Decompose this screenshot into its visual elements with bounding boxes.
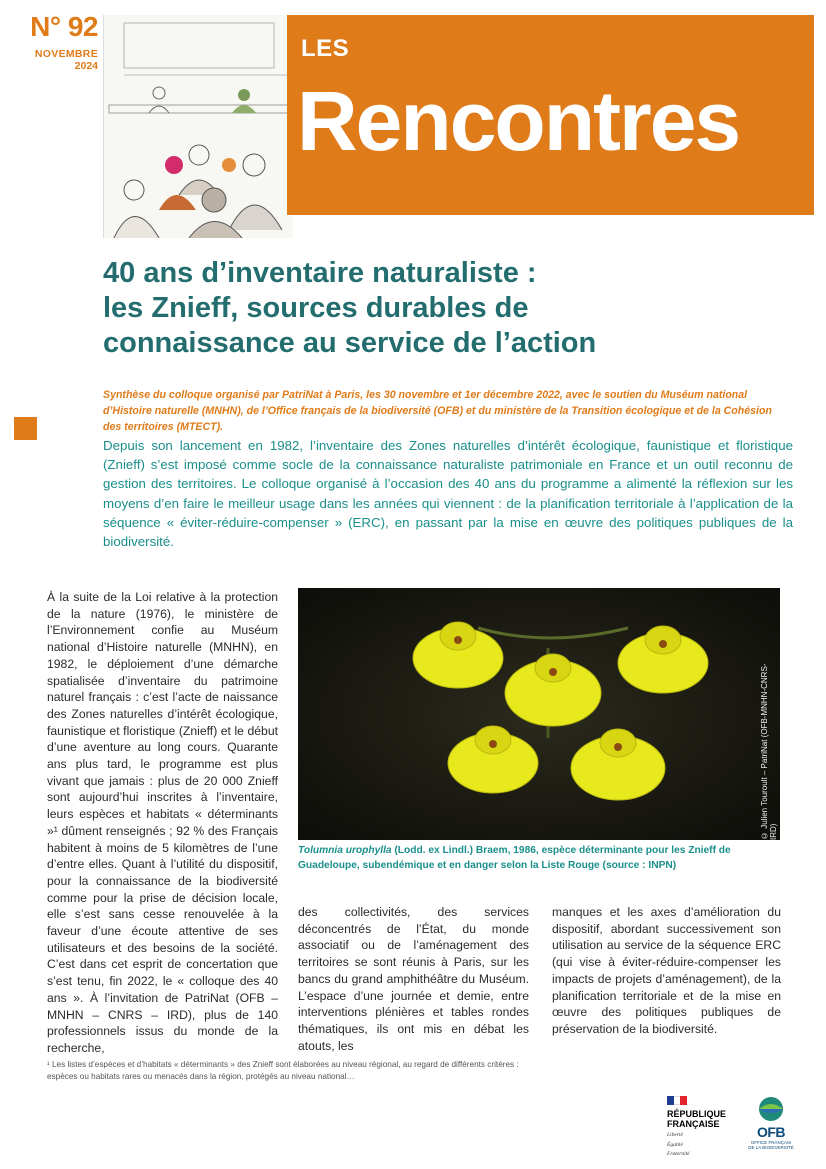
body-column-1: À la suite de la Loi relative à la protection de la nature (1976), le ministère de l’Environnement confie au Muséum national d’Histoire naturelle (MNHN), en 1982, le déploiement d’une démarche spatialisée d’inventaire du patrimoine naturel français : c’est l’acte de naissance des Zones naturelles d’intérêt écologique, faunistique et floristique (Znieff) et le début d’une aventure au long cours. Quarante ans plus tard, le programme est plus vivant que jamais : plus de 20 000 Znieff sont aujourd’hui inscrites à l’inventaire, leurs espèces et habitats « déterminants »¹ dûment renseignés ; 92 % des Français habitent à moins de 5 kilomètres de l’une d’entre elles. Quant à l’utilité du dispositif, pour la connaissance de la biodiversité comme pour la prise de décision locale, elle s’est sans cesse renouvelée à la faveur d’une écoute attentive de ses utilisateurs et des besoins de la société. C’est dans cet esprit de concertation que s’est tenu, fin 2022, le « colloque des 40 ans ». À l’invitation de PatriNat (OFB – MNHN – CNRS – IRD), plus de 140 professionnels issus du monde de la recherche, — [47, 590, 278, 1055]
body-column-3: manques et les axes d’amélioration du dispositif, abordant successivement son utilisation au service de la séquence ERC (qui vise à éviter-réduire-compenser les impacts de projets d’aménagement), de la planification territoriale et de la mise en œuvre des politiques publiques de préservation de la biodiversité. — [552, 905, 781, 1036]
body-column-2: des collectivités, des services déconcentrés de l’État, du monde associatif ou de l’aménagement des territoires se sont réunis à Paris, sur les bancs du grand amphithéâtre du Muséum. L’espace d’une journée et demie, entre interventions plénières et tables rondes thématiques, ils ont mis en débat les atouts, les — [298, 905, 529, 1053]
republique-francaise-logo — [667, 1096, 745, 1158]
issue-year: 2024 — [74, 60, 98, 72]
header-banner — [287, 15, 814, 215]
orange-square-marker — [14, 417, 37, 440]
ofb-sub-2: DE LA BIODIVERSITÉ — [748, 1145, 794, 1150]
rf-motto-3: Fraternité — [667, 1151, 690, 1157]
issue-number: N° 92 — [30, 11, 98, 42]
banner-les: LES — [301, 35, 350, 62]
conference-sketch-illustration — [103, 15, 293, 238]
rf-motto-2: Égalité — [667, 1141, 683, 1148]
rf-line-1: RÉPUBLIQUE — [667, 1109, 727, 1119]
photo-caption — [298, 844, 780, 873]
ofb-text: OFB — [756, 1124, 786, 1140]
synthesis-note: Synthèse du colloque organisé par PatriNat à Paris, les 30 novembre et 1er décembre 2022, avec le soutien du Muséum national d’Histoire naturelle (MNHN), de l’Office français de la biodiversité (OFB) et du ministère de la Transition écologique et de la Cohésion des territoires (MTECT). — [103, 389, 772, 433]
banner-title: Rencontres — [297, 74, 740, 168]
rf-line-2: FRANÇAISE — [667, 1119, 720, 1129]
caption-text: (Lodd. ex Lindl.) Braem, 1986, espèce déterminante pour les Znieff de Guadeloupe, subendémique et en danger selon la Liste Rouge (source : INPN) — [298, 845, 731, 871]
lead-paragraph: Depuis son lancement en 1982, l’inventaire des Zones naturelles d’intérêt écologique, faunistique et floristique (Znieff) s’est imposé comme socle de la connaissance naturaliste patrimoniale en France et un outil reconnu de gestion des territoires. Le colloque organisé à l’occasion des 40 ans du programme a alimenté la réflexion sur les moyens d’en faire le meilleur usage dans les années qui viennent : de la planification territoriale à l’application de la séquence « éviter-réduire-compenser » (ERC), en passant par la mise en œuvre des politiques publiques de la biodiversité. — [103, 438, 793, 550]
rf-motto-1: Liberté — [667, 1132, 683, 1138]
issue-block — [14, 12, 98, 72]
french-flag-icon — [667, 1096, 687, 1105]
headline — [103, 256, 793, 361]
headline-line-1: 40 ans d’inventaire naturaliste : — [103, 257, 537, 289]
orchid-photo — [298, 588, 780, 840]
headline-line-2: les Znieff, sources durables de — [103, 292, 529, 324]
ofb-globe-icon — [756, 1095, 786, 1121]
headline-line-3: connaissance au service de l’action — [103, 327, 597, 359]
footnote: ¹ Les listes d’espèces et d’habitats « déterminants » des Znieff sont élaborées au niveau régional, au regard de différents critères : espèces ou habitats rares ou menacés dans la région, protégés au niveau national… — [47, 1060, 519, 1081]
ofb-logo — [748, 1095, 794, 1150]
photo-credit: © Julien Touroult – PatriNat (OFB-MNHN-CNRS-IRD) — [760, 663, 778, 840]
issue-month: NOVEMBRE — [34, 48, 98, 60]
caption-species: Tolumnia urophylla — [298, 845, 392, 856]
ofb-sub-1: OFFICE FRANÇAIS — [750, 1140, 792, 1145]
